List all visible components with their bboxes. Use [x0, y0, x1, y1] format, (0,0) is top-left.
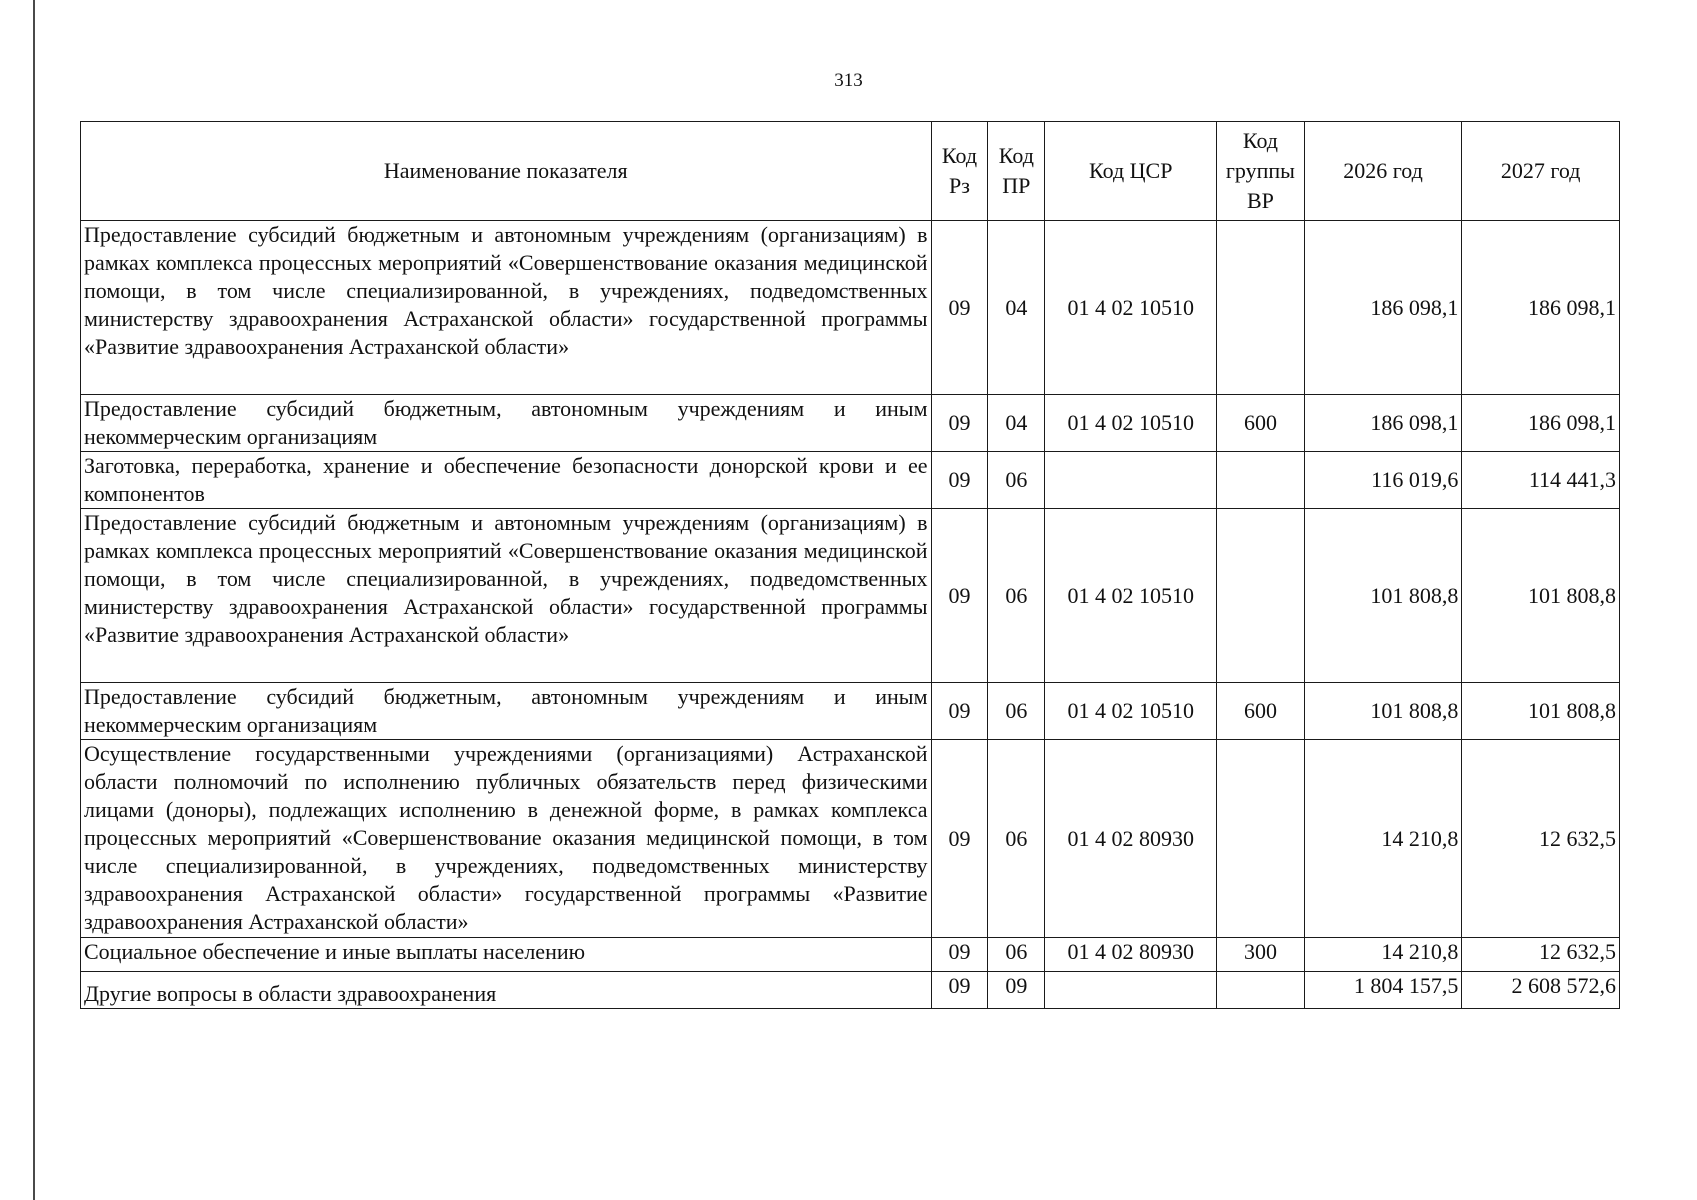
cell-pr: 06	[988, 509, 1045, 683]
header-2027: 2027 год	[1462, 122, 1620, 221]
cell-vr	[1217, 452, 1305, 509]
cell-vr	[1217, 509, 1305, 683]
cell-pr: 06	[988, 683, 1045, 740]
cell-2026: 14 210,8	[1304, 740, 1462, 938]
page-number: 313	[834, 70, 863, 91]
budget-table	[80, 121, 1620, 1009]
cell-csr: 01 4 02 10510	[1045, 221, 1217, 395]
header-vr: Код группы ВР	[1217, 122, 1305, 221]
header-pr: Код ПР	[988, 122, 1045, 221]
cell-2027: 186 098,1	[1462, 395, 1620, 452]
cell-pr: 09	[988, 972, 1045, 1009]
cell-csr: 01 4 02 10510	[1045, 395, 1217, 452]
cell-2026: 186 098,1	[1304, 395, 1462, 452]
header-csr: Код ЦСР	[1045, 122, 1217, 221]
table-row	[81, 938, 1620, 972]
cell-2026: 14 210,8	[1304, 938, 1462, 972]
cell-2027: 2 608 572,6	[1462, 972, 1620, 1009]
cell-name: Предоставление субсидий бюджетным, автономным учреждениям и иным некоммерческим организациям	[81, 683, 932, 740]
cell-csr	[1045, 452, 1217, 509]
cell-pr: 04	[988, 221, 1045, 395]
table-row	[81, 395, 1620, 452]
cell-2026: 186 098,1	[1304, 221, 1462, 395]
cell-pr: 06	[988, 452, 1045, 509]
cell-vr	[1217, 740, 1305, 938]
cell-vr: 600	[1217, 395, 1305, 452]
cell-name: Осуществление государственными учреждениями (организациями) Астраханской области полномочий по исполнению публичных обязательств перед физическими лицами (доноры), подлежащих исполнению в денежной форме, в рамках комплекса процессных мероприятий «Совершенствование оказания медицинской помощи, в том числе специализированной, в учреждениях, подведомственных министерству здравоохранения Астраханской области» государственной программы «Развитие здравоохранения Астраханской области»	[81, 740, 932, 938]
table-row	[81, 683, 1620, 740]
cell-2027: 101 808,8	[1462, 683, 1620, 740]
cell-2027: 101 808,8	[1462, 509, 1620, 683]
cell-rz: 09	[931, 509, 988, 683]
table-row	[81, 452, 1620, 509]
cell-name: Другие вопросы в области здравоохранения	[81, 972, 932, 1009]
table-row	[81, 509, 1620, 683]
table-row	[81, 972, 1620, 1009]
cell-2026: 101 808,8	[1304, 683, 1462, 740]
cell-2027: 114 441,3	[1462, 452, 1620, 509]
cell-csr: 01 4 02 10510	[1045, 509, 1217, 683]
cell-2027: 12 632,5	[1462, 938, 1620, 972]
cell-name: Предоставление субсидий бюджетным и автономным учреждениям (организациям) в рамках комплекса процессных мероприятий «Совершенствование оказания медицинской помощи, в том числе специализированной, в учреждениях, подведомственных министерству здравоохранения Астраханской области» государственной программы «Развитие здравоохранения Астраханской области»	[81, 509, 932, 683]
table-row	[81, 221, 1620, 395]
cell-rz: 09	[931, 938, 988, 972]
cell-vr: 300	[1217, 938, 1305, 972]
header-rz: Код Рз	[931, 122, 988, 221]
cell-pr: 04	[988, 395, 1045, 452]
cell-2026: 101 808,8	[1304, 509, 1462, 683]
cell-rz: 09	[931, 683, 988, 740]
cell-2026: 1 804 157,5	[1304, 972, 1462, 1009]
cell-pr: 06	[988, 740, 1045, 938]
cell-vr	[1217, 221, 1305, 395]
cell-name: Заготовка, переработка, хранение и обеспечение безопасности донорской крови и ее компонентов	[81, 452, 932, 509]
cell-rz: 09	[931, 740, 988, 938]
table-header-row	[81, 122, 1620, 221]
cell-rz: 09	[931, 972, 988, 1009]
header-name: Наименование показателя	[81, 122, 932, 221]
cell-name: Социальное обеспечение и иные выплаты населению	[81, 938, 932, 972]
cell-csr	[1045, 972, 1217, 1009]
cell-rz: 09	[931, 395, 988, 452]
cell-vr	[1217, 972, 1305, 1009]
cell-rz: 09	[931, 221, 988, 395]
cell-2027: 186 098,1	[1462, 221, 1620, 395]
cell-csr: 01 4 02 10510	[1045, 683, 1217, 740]
cell-csr: 01 4 02 80930	[1045, 938, 1217, 972]
cell-vr: 600	[1217, 683, 1305, 740]
cell-rz: 09	[931, 452, 988, 509]
binding-edge-line	[33, 0, 35, 1200]
table-row	[81, 740, 1620, 938]
header-2026: 2026 год	[1304, 122, 1462, 221]
cell-2026: 116 019,6	[1304, 452, 1462, 509]
cell-2027: 12 632,5	[1462, 740, 1620, 938]
cell-csr: 01 4 02 80930	[1045, 740, 1217, 938]
cell-name: Предоставление субсидий бюджетным и автономным учреждениям (организациям) в рамках комплекса процессных мероприятий «Совершенствование оказания медицинской помощи, в том числе специализированной, в учреждениях, подведомственных министерству здравоохранения Астраханской области» государственной программы «Развитие здравоохранения Астраханской области»	[81, 221, 932, 395]
cell-name: Предоставление субсидий бюджетным, автономным учреждениям и иным некоммерческим организациям	[81, 395, 932, 452]
cell-pr: 06	[988, 938, 1045, 972]
